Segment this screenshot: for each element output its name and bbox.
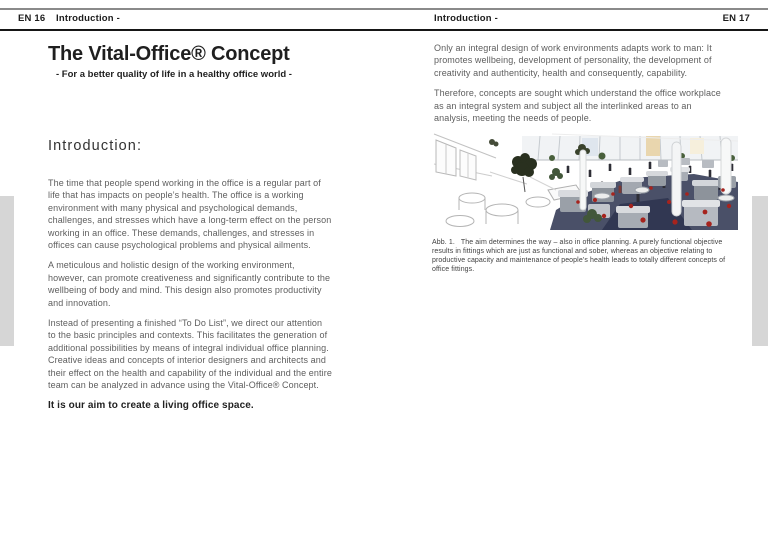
header-rule-top xyxy=(0,8,768,10)
section-heading: Introduction: xyxy=(48,138,143,154)
figure-1 xyxy=(432,132,738,274)
page-subtitle: - For a better quality of life in a healthy office world - xyxy=(56,69,292,80)
figure-caption-label: Abb. 1. xyxy=(432,239,455,247)
left-edge-thumb-tab xyxy=(0,196,14,346)
paragraph: Instead of presenting a finished “To Do List”, we direct our attention to the basic principles and contexts. This facilitates the generation of additional possibilities by means of integral individual office planning. Creative ideas and concepts of interior designers and architects and their effect on the health and capability of the individual and the entire team can be analyzed in advance using the Vital-Office® Concept. xyxy=(48,318,332,391)
right-edge-thumb-tab xyxy=(752,196,768,346)
paragraph: A meticulous and holistic design of the working environment, however, can promote creativeness and significantly contribute to the wellbeing of body and mind. This design also promotes productivity and innovation. xyxy=(48,260,331,308)
header-rule-bottom xyxy=(0,29,768,31)
section-label-left: Introduction - xyxy=(56,13,121,24)
page-number-right: EN 17 xyxy=(722,13,750,24)
figure-caption xyxy=(432,238,734,274)
page-title: The Vital-Office® Concept xyxy=(48,43,290,65)
paragraph: Therefore, concepts are sought which understand the office workplace as an integral system and subject all the interlinked areas to an analysis, meeting the needs of people. xyxy=(434,88,721,124)
section-label-right: Introduction - xyxy=(434,13,499,24)
paragraph: The time that people spend working in the office is a regular part of life that has impacts on people’s health. The office is a working environment with many physical and psychological demands, challenges, and stresses which have a long-term effect on the person working in an office. These demands, challenges, and stresses in offices can cause psychological problems and physical ailments. xyxy=(48,178,332,251)
page-number-left: EN 16 xyxy=(18,13,46,24)
right-page-column xyxy=(434,42,728,274)
figure-caption-text: The aim determines the way – also in office planning. A purely functional objective results in fittings which are just as functional and sober, whereas an objective relating to productive capacity and maintenance of people’s health leads to totally different concepts of office fittings. xyxy=(432,239,726,274)
aim-statement: It is our aim to create a living office space. xyxy=(48,399,254,411)
intro-body xyxy=(48,177,332,411)
left-page-column xyxy=(48,42,332,411)
paragraph: Only an integral design of work environments adapts work to man: It promotes wellbeing, development of personality, the development of creativity and authenticity, health and consequently, capability. xyxy=(434,43,712,78)
office-rendering-illustration xyxy=(432,132,738,230)
